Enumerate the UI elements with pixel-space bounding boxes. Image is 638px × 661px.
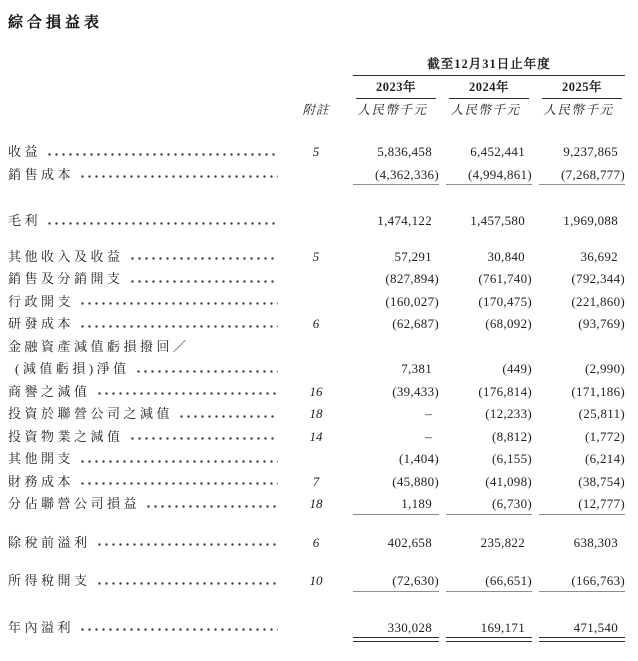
period-header-label: 截至12月31日止年度 (353, 57, 625, 76)
dot-leader (178, 412, 278, 421)
row-note: 16 (309, 383, 323, 399)
row-value-2024 (439, 448, 532, 471)
value-2025: 36,692 (580, 248, 618, 264)
row-note: 6 (312, 534, 320, 550)
row-value-2023 (346, 448, 439, 471)
row-value-2024 (439, 426, 532, 449)
row-value-2024 (439, 246, 532, 269)
row-note: 6 (312, 316, 320, 331)
row-value-2025 (532, 164, 625, 187)
row-value-2024 (439, 381, 532, 404)
dot-leader (96, 540, 278, 549)
value-2023: (4,362,336) (375, 166, 439, 182)
row-note (302, 210, 346, 233)
row-label-cell (8, 358, 302, 381)
row-value-2024 (439, 141, 532, 164)
row-value-2025 (532, 291, 625, 314)
value-2024: (68,092) (485, 316, 532, 331)
row-value-2024 (439, 617, 532, 640)
row-value-2025 (532, 210, 625, 233)
value-2024: (6,155) (491, 451, 532, 466)
row-value-2023 (346, 291, 439, 314)
value-2024: 1,457,580 (470, 213, 525, 228)
header-spacer (8, 76, 302, 99)
row-value-2023 (346, 381, 439, 404)
value-2025: (171,186) (571, 383, 625, 399)
value-2024: (66,651) (485, 573, 532, 588)
value-2023: (160,027) (385, 293, 439, 309)
row-note: 10 (309, 573, 323, 588)
row-value-2025 (532, 381, 625, 404)
value-2025: (166,763) (571, 573, 625, 588)
row-label: 其他開支 (8, 451, 75, 466)
value-2025: (1,772) (584, 428, 625, 444)
row-value-2023 (346, 358, 439, 381)
value-2024: (761,740) (478, 271, 532, 286)
header-spacer (8, 57, 302, 76)
row-value-2023 (346, 164, 439, 187)
table-row (8, 471, 625, 494)
row-label: 商譽之減值 (8, 383, 91, 399)
row-label-cell (8, 210, 302, 233)
value-2023: 5,836,458 (377, 144, 432, 159)
table-row (8, 493, 625, 516)
value-2025: (2,990) (584, 361, 625, 376)
dot-leader (79, 479, 278, 488)
row-value-2025 (532, 141, 625, 164)
row-label: 銷售及分銷開支 (8, 271, 124, 286)
row-label: 年內溢利 (8, 619, 75, 635)
row-label-cell (8, 336, 302, 359)
row-note (302, 291, 346, 314)
row-value-2023 (346, 313, 439, 336)
row-label: (減值虧損)淨值 (15, 361, 130, 376)
header-spacer (302, 57, 346, 76)
row-label-cell (8, 141, 302, 164)
row-value-2023 (346, 570, 439, 593)
row-label-cell (8, 246, 302, 269)
row-note (302, 448, 346, 471)
row-value-2025 (532, 570, 625, 593)
unit-header-row (8, 102, 625, 119)
row-label: 除稅前溢利 (8, 534, 91, 550)
value-2025: (12,777) (578, 496, 625, 511)
value-2025: (6,214) (584, 451, 625, 466)
value-2023: (827,894) (385, 271, 439, 286)
value-2024: (449) (502, 361, 532, 376)
period-header-cell (346, 57, 625, 76)
value-2025: (792,344) (571, 271, 625, 286)
row-value-2023 (346, 246, 439, 269)
row-label-cell (8, 381, 302, 404)
row-value-2025 (532, 448, 625, 471)
table-row (8, 246, 625, 269)
value-2025: 1,969,088 (563, 213, 618, 228)
dot-leader (46, 150, 278, 159)
value-2025: (38,754) (578, 473, 625, 489)
value-2023: (72,630) (392, 573, 439, 588)
value-2023: 57,291 (394, 248, 432, 264)
row-label-cell (8, 448, 302, 471)
table-row (8, 336, 625, 359)
table-row (8, 164, 625, 187)
row-value-2023 (346, 471, 439, 494)
value-2024: (170,475) (478, 293, 532, 309)
row-note (302, 336, 346, 359)
row-value-2024 (439, 493, 532, 516)
table-row (8, 141, 625, 164)
value-2023: (1,404) (398, 451, 439, 466)
dot-leader (129, 277, 278, 286)
value-2023: – (425, 406, 432, 421)
row-value-2023 (346, 426, 439, 449)
row-value-2025 (532, 426, 625, 449)
row-value-2024 (439, 532, 532, 555)
row-label: 研發成本 (8, 316, 75, 331)
note-column-header: 附註 (302, 103, 330, 117)
value-2024: 169,171 (480, 619, 525, 635)
row-label-cell (8, 570, 302, 593)
dot-leader (96, 389, 278, 398)
row-value-2025 (532, 532, 625, 555)
table-row (8, 210, 625, 233)
row-value-2023 (346, 141, 439, 164)
row-value-2024 (439, 358, 532, 381)
row-label: 毛利 (8, 213, 42, 228)
dot-leader (129, 434, 278, 443)
value-2025: 9,237,865 (563, 144, 618, 159)
table-row (8, 358, 625, 381)
row-value-2025 (532, 403, 625, 426)
value-2023: (39,433) (392, 383, 439, 399)
value-2023: 402,658 (387, 534, 432, 550)
value-2024: 235,822 (480, 534, 525, 550)
dot-leader (79, 299, 278, 308)
dot-leader (79, 457, 278, 466)
value-2023: (45,880) (392, 473, 439, 489)
row-value-2023 (346, 268, 439, 291)
row-value-2024 (439, 291, 532, 314)
dot-leader (96, 579, 278, 588)
value-2025: (93,769) (578, 316, 625, 331)
table-row (8, 291, 625, 314)
row-value-2025 (532, 358, 625, 381)
table-row (8, 381, 625, 404)
row-label-cell (8, 426, 302, 449)
header-spacer (302, 76, 346, 99)
value-2023: – (425, 428, 432, 444)
value-2024: (4,994,861) (468, 166, 532, 182)
row-value-2024 (439, 210, 532, 233)
value-2024: 30,840 (487, 248, 525, 264)
table-row (8, 532, 625, 555)
row-value-2025 (532, 246, 625, 269)
table-row (8, 617, 625, 640)
dot-leader (145, 502, 278, 511)
table-header (8, 57, 625, 119)
year-header-2024 (439, 76, 532, 99)
row-label-cell (8, 313, 302, 336)
value-2024: (41,098) (485, 473, 532, 489)
row-value-2023 (346, 210, 439, 233)
value-2025: 471,540 (573, 619, 618, 635)
row-note (302, 268, 346, 291)
row-label: 分佔聯營公司損益 (8, 496, 141, 511)
value-2024: (176,814) (478, 383, 532, 399)
row-label: 投資物業之減值 (8, 428, 124, 444)
value-2023: 1,474,122 (377, 213, 432, 228)
row-label-cell (8, 164, 302, 187)
row-value-2024 (439, 313, 532, 336)
row-label-cell (8, 403, 302, 426)
row-value-2024 (439, 570, 532, 593)
unit-label-2025: 人民幣千元 (543, 103, 614, 117)
row-note: 5 (312, 144, 320, 159)
dot-leader (79, 322, 278, 331)
row-value-2024 (439, 403, 532, 426)
row-label: 其他收入及收益 (8, 248, 124, 264)
row-label: 所得稅開支 (8, 573, 91, 588)
row-value-2025 (532, 313, 625, 336)
row-note: 18 (309, 406, 323, 421)
row-value-2024 (439, 471, 532, 494)
row-note: 5 (312, 248, 320, 264)
row-note: 18 (309, 496, 323, 511)
row-label: 金融資產減值虧損撥回／ (8, 338, 190, 354)
table-row (8, 448, 625, 471)
row-label-cell (8, 493, 302, 516)
row-label: 財務成本 (8, 473, 75, 489)
period-header-row (8, 57, 625, 76)
year-label: 2025年 (542, 80, 622, 99)
row-note: 14 (309, 428, 323, 444)
row-label-cell (8, 617, 302, 640)
value-2023: 330,028 (387, 619, 432, 635)
row-note (302, 617, 346, 640)
row-value-2023 (346, 617, 439, 640)
value-2024: (8,812) (491, 428, 532, 444)
value-2025: (7,268,777) (561, 166, 625, 182)
value-2024: (6,730) (491, 496, 532, 511)
dot-leader (79, 172, 278, 181)
dot-leader (135, 367, 278, 376)
row-note (302, 358, 346, 381)
year-header-2025 (532, 76, 625, 99)
year-label: 2024年 (449, 80, 529, 99)
row-label-cell (8, 268, 302, 291)
value-2023: (62,687) (392, 316, 439, 331)
value-2025: (221,860) (571, 293, 625, 309)
table-row (8, 403, 625, 426)
row-label: 行政開支 (8, 293, 75, 309)
row-label: 銷售成本 (8, 166, 75, 182)
value-2024: (12,233) (485, 406, 532, 421)
row-label-cell (8, 471, 302, 494)
row-value-2025 (532, 336, 625, 359)
row-value-2024 (439, 268, 532, 291)
row-value-2025 (532, 268, 625, 291)
row-value-2024 (439, 164, 532, 187)
row-label: 收益 (8, 144, 42, 159)
table-row (8, 313, 625, 336)
page-title: 綜合損益表 (8, 15, 104, 31)
dot-leader (129, 254, 278, 263)
value-2023: 1,189 (401, 496, 432, 511)
table-row (8, 426, 625, 449)
row-value-2023 (346, 336, 439, 359)
row-note (302, 164, 346, 187)
table-body (8, 141, 625, 639)
unit-label-2023: 人民幣千元 (357, 103, 428, 117)
row-label-cell (8, 291, 302, 314)
year-header-row (8, 76, 625, 99)
row-label: 投資於聯營公司之減值 (8, 406, 174, 421)
row-note: 7 (312, 473, 320, 489)
year-label: 2023年 (356, 80, 436, 99)
value-2024: 6,452,441 (470, 144, 525, 159)
row-label-cell (8, 532, 302, 555)
dot-leader (79, 625, 278, 634)
table-row (8, 268, 625, 291)
value-2025: (25,811) (578, 406, 625, 421)
row-value-2023 (346, 493, 439, 516)
row-value-2025 (532, 471, 625, 494)
row-value-2024 (439, 336, 532, 359)
value-2025: 638,303 (573, 534, 618, 550)
row-value-2023 (346, 403, 439, 426)
header-spacer (8, 102, 302, 119)
table-row (8, 570, 625, 593)
row-value-2025 (532, 493, 625, 516)
row-value-2025 (532, 617, 625, 640)
row-value-2023 (346, 532, 439, 555)
unit-label-2024: 人民幣千元 (450, 103, 521, 117)
value-2023: 7,381 (401, 361, 432, 376)
year-header-2023 (346, 76, 439, 99)
dot-leader (46, 219, 278, 228)
